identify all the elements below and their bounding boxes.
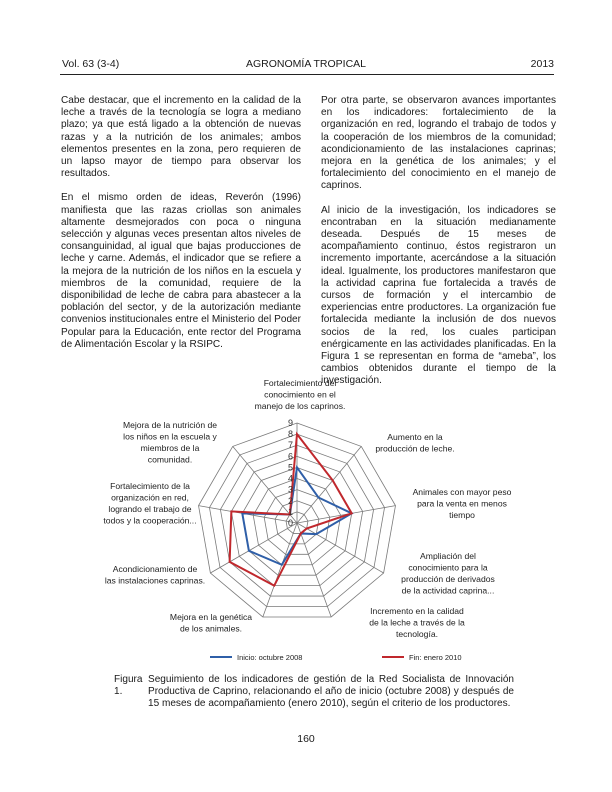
axis-label-5-line-1: de los animales.: [179, 623, 243, 634]
axis-label-7-line-2: logrando el trabajo de: [108, 504, 192, 514]
axis-label-6-line-1: las instalaciones caprinas.: [104, 575, 206, 586]
series-0-point-5: [281, 564, 283, 566]
axis-label-2-line-0: Animales con mayor peso: [412, 487, 512, 497]
right-paragraph-2: Al inicio de la investigación, los indicadores se encontraban en la situación medianamente deseada. Después de 15 meses de acompañamiento continuo, éstos registraron un incremento importante, acercándose a la situación ideal. Igualmente, los productores manifestaron que la actividad caprina fue fortalecida a través de cursos de formación y el intercambio de experiencias entre productores. La organización fue fortalecida mediante la inclusión de dos nuevos socios de la red, los cuales participan enérgicamente en las actividades planificadas. En la Figura 1 se representan en forma de “ameba”, los cambios obtenidos durante el tiempo de la investigación.: [321, 204, 556, 387]
axis-label-8-line-0: Mejora de la nutrición de: [122, 420, 218, 430]
tick-label-6: 6: [287, 451, 293, 462]
axis-label-8-line-2: miembros de la: [140, 443, 200, 453]
journal-title: AGRONOMÍA TROPICAL: [246, 58, 366, 70]
axis-label-1-line-0: Aumento en la: [387, 432, 443, 442]
series-1-point-6: [229, 561, 231, 563]
header-rule: [60, 74, 554, 75]
page-number: 160: [297, 733, 315, 745]
caption-label: Figura 1.: [114, 674, 143, 697]
tick-label-7: 7: [287, 440, 293, 451]
left-column: [61, 95, 301, 363]
series-0-point-1: [318, 497, 320, 499]
axis-label-7-line-1: organización en red,: [111, 492, 189, 503]
caption-text: Seguimiento de los indicadores de gestión de la Red Socialista de Innovación Productiva de Caprino, relacionando el año de inicio (octubre 2008) y después de 15 meses de acompañamiento (enero 2010), según el criterio de los productores.: [148, 674, 514, 709]
tick-label-1: 1: [287, 506, 293, 517]
axis-label-4-line-0: Incremento en la calidad: [370, 606, 464, 616]
tick-label-4: 4: [287, 473, 293, 484]
axis-label-8-line-3: comunidad.: [147, 454, 193, 465]
axis-label-0-line-2: manejo de los caprinos.: [254, 401, 346, 411]
legend-label-0: Inicio: octubre 2008: [237, 653, 303, 662]
year-label: 2013: [530, 58, 554, 70]
axis-label-2-line-2: tiempo: [449, 510, 475, 520]
axis-spoke-3: [297, 523, 384, 573]
tick-label-8: 8: [287, 429, 293, 440]
left-paragraph-2: En el mismo orden de ideas, Reverón (1996) manifiesta que las razas criollas son animales altamente desmejorados con poca o ninguna selección y algunas veces presentan altos niveles de consanguinidad, al igual que bajas producciones de leche y carne. Además, el indicador que se refiere a la mejora de la nutrición de los niños en la escuela y miembros de la comunidad, requiere de la disponibilidad de leche de cabra para abastecer a la población del sector, y de la autorización mediante convenios institucionales entre el Ministerio del Poder Popular para la Educación, ente rector del Programa de Alimentación Escolar y la RSIPC.: [61, 192, 301, 350]
tick-label-5: 5: [287, 462, 293, 473]
tick-label-3: 3: [287, 484, 293, 495]
axis-label-4-line-1: de la leche a través de la: [369, 617, 465, 628]
tick-label-9: 9: [287, 418, 293, 428]
axis-label-0-line-0: Fortalecimiento del: [263, 378, 337, 388]
right-paragraph-1: Por otra parte, se observaron avances importantes en los indicadores: fortalecimiento de la organización en red, logrando el trabajo de todos y la cooperación de los miembros de la comunidad; acondicionamiento de las instalaciones caprinas; mejora en la genética de los animales; y el fortalecimiento del conocimiento en el manejo de caprinos.: [321, 95, 556, 192]
series-0-point-3: [315, 533, 317, 535]
axis-label-7-line-3: todos y la cooperación...: [103, 515, 197, 526]
series-1-point-4: [300, 533, 302, 535]
series-0-point-0: [296, 467, 298, 469]
legend-label-1: Fin: enero 2010: [409, 653, 462, 662]
tick-label-0: 0: [287, 518, 293, 528]
left-paragraph-1: Cabe destacar, que el incremento en la calidad de la leche a través de la tecnología se logra a mediano plazo; ya que está ligado a la obtención de nuevas razas y a la nutrición de los animales; ambos elementos presentes en la zona, pero requieren de un lapso mayor de tiempo para observar los resultados.: [61, 95, 301, 180]
axis-label-4-line-2: tecnología.: [395, 629, 439, 639]
axis-label-3-line-2: producción de derivados: [401, 574, 495, 584]
radar-chart: [90, 378, 520, 670]
series-1-point-1: [332, 480, 334, 482]
axis-label-3-line-1: conocimiento para la: [408, 562, 488, 573]
series-1-point-2: [351, 512, 353, 514]
series-1-point-0: [296, 433, 298, 435]
series-0-point-6: [248, 550, 250, 552]
axis-label-5-line-0: Mejora en la genética: [169, 612, 253, 622]
series-1-point-3: [306, 528, 308, 530]
axis-label-0-line-1: conocimiento en el: [264, 389, 336, 400]
figure-caption: [114, 674, 514, 710]
axis-label-3-line-0: Ampliación del: [420, 551, 476, 561]
right-column: [321, 95, 556, 400]
axis-label-1-line-1: producción de leche.: [375, 443, 455, 454]
axis-label-7-line-0: Fortalecimiento de la: [110, 481, 190, 491]
figure-1: [90, 378, 520, 670]
axis-label-3-line-3: de la actividad caprina...: [401, 585, 495, 596]
series-1-point-5: [273, 585, 275, 587]
axis-label-8-line-1: los niños en la escuela y: [123, 431, 217, 442]
axis-label-2-line-1: para la venta en menos: [417, 498, 507, 509]
volume-label: Vol. 63 (3-4): [62, 58, 120, 70]
axis-label-6-line-0: Acondicionamiento de: [112, 564, 198, 574]
tick-label-2: 2: [287, 495, 293, 506]
series-1-point-7: [230, 511, 232, 513]
